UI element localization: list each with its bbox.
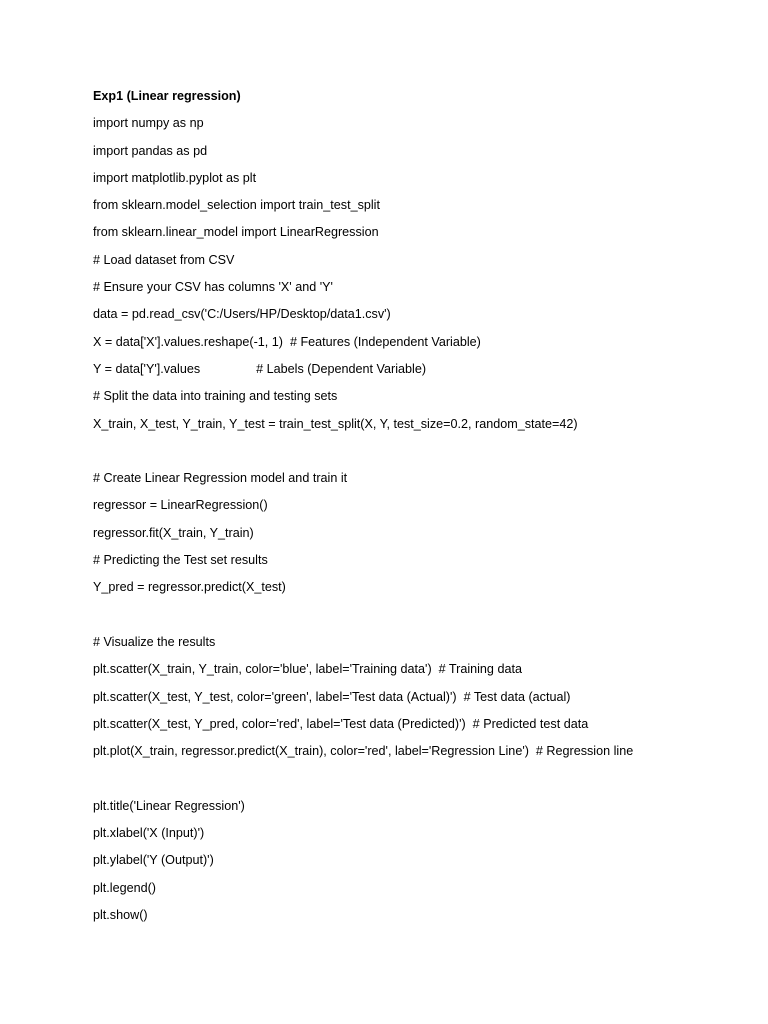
code-line: # Create Linear Regression model and train it [93, 471, 348, 486]
code-line: X = data['X'].values.reshape(-1, 1) # Features (Independent Variable) [93, 334, 481, 349]
code-line: # Predicting the Test set results [93, 553, 268, 568]
code-line: # Ensure your CSV has columns 'X' and 'Y' [93, 280, 333, 295]
code-line: regressor.fit(X_train, Y_train) [93, 525, 254, 540]
code-line: regressor = LinearRegression() [93, 498, 268, 513]
code-line: import matplotlib.pyplot as plt [93, 170, 257, 185]
blank-line [93, 441, 753, 468]
blank-line [93, 768, 753, 795]
code-line: import pandas as pd [93, 143, 208, 158]
code-listing [93, 113, 753, 932]
code-line: # Load dataset from CSV [93, 252, 235, 267]
code-line: X_train, X_test, Y_train, Y_test = train_test_split(X, Y, test_size=0.2, random_state=42) [93, 416, 578, 431]
document-title: Exp1 (Linear regression) [93, 89, 241, 103]
code-line: # Visualize the results [93, 634, 216, 649]
blank-line [93, 605, 753, 632]
code-line: import numpy as np [93, 116, 204, 131]
code-line: from sklearn.model_selection import train_test_split [93, 198, 380, 213]
code-line: plt.xlabel('X (Input)') [93, 826, 205, 841]
document-body [93, 86, 753, 932]
code-line: plt.ylabel('Y (Output)') [93, 853, 214, 868]
code-line: data = pd.read_csv('C:/Users/HP/Desktop/data1.csv') [93, 307, 391, 322]
code-line: plt.show() [93, 907, 148, 922]
code-line: plt.scatter(X_train, Y_train, color='blue', label='Training data') # Training data [93, 662, 522, 677]
code-line: from sklearn.linear_model import LinearRegression [93, 225, 379, 240]
code-line: plt.plot(X_train, regressor.predict(X_train), color='red', label='Regression Line') # Regression line [93, 744, 634, 759]
code-line: plt.scatter(X_test, Y_pred, color='red', label='Test data (Predicted)') # Predicted test data [93, 716, 589, 731]
code-line: # Split the data into training and testing sets [93, 389, 338, 404]
code-line: Y_pred = regressor.predict(X_test) [93, 580, 286, 595]
code-line: plt.scatter(X_test, Y_test, color='green', label='Test data (Actual)') # Test data (actual) [93, 689, 571, 704]
code-line: plt.legend() [93, 880, 157, 895]
code-line: plt.title('Linear Regression') [93, 798, 245, 813]
code-line: Y = data['Y'].values # Labels (Dependent Variable) [93, 361, 427, 376]
